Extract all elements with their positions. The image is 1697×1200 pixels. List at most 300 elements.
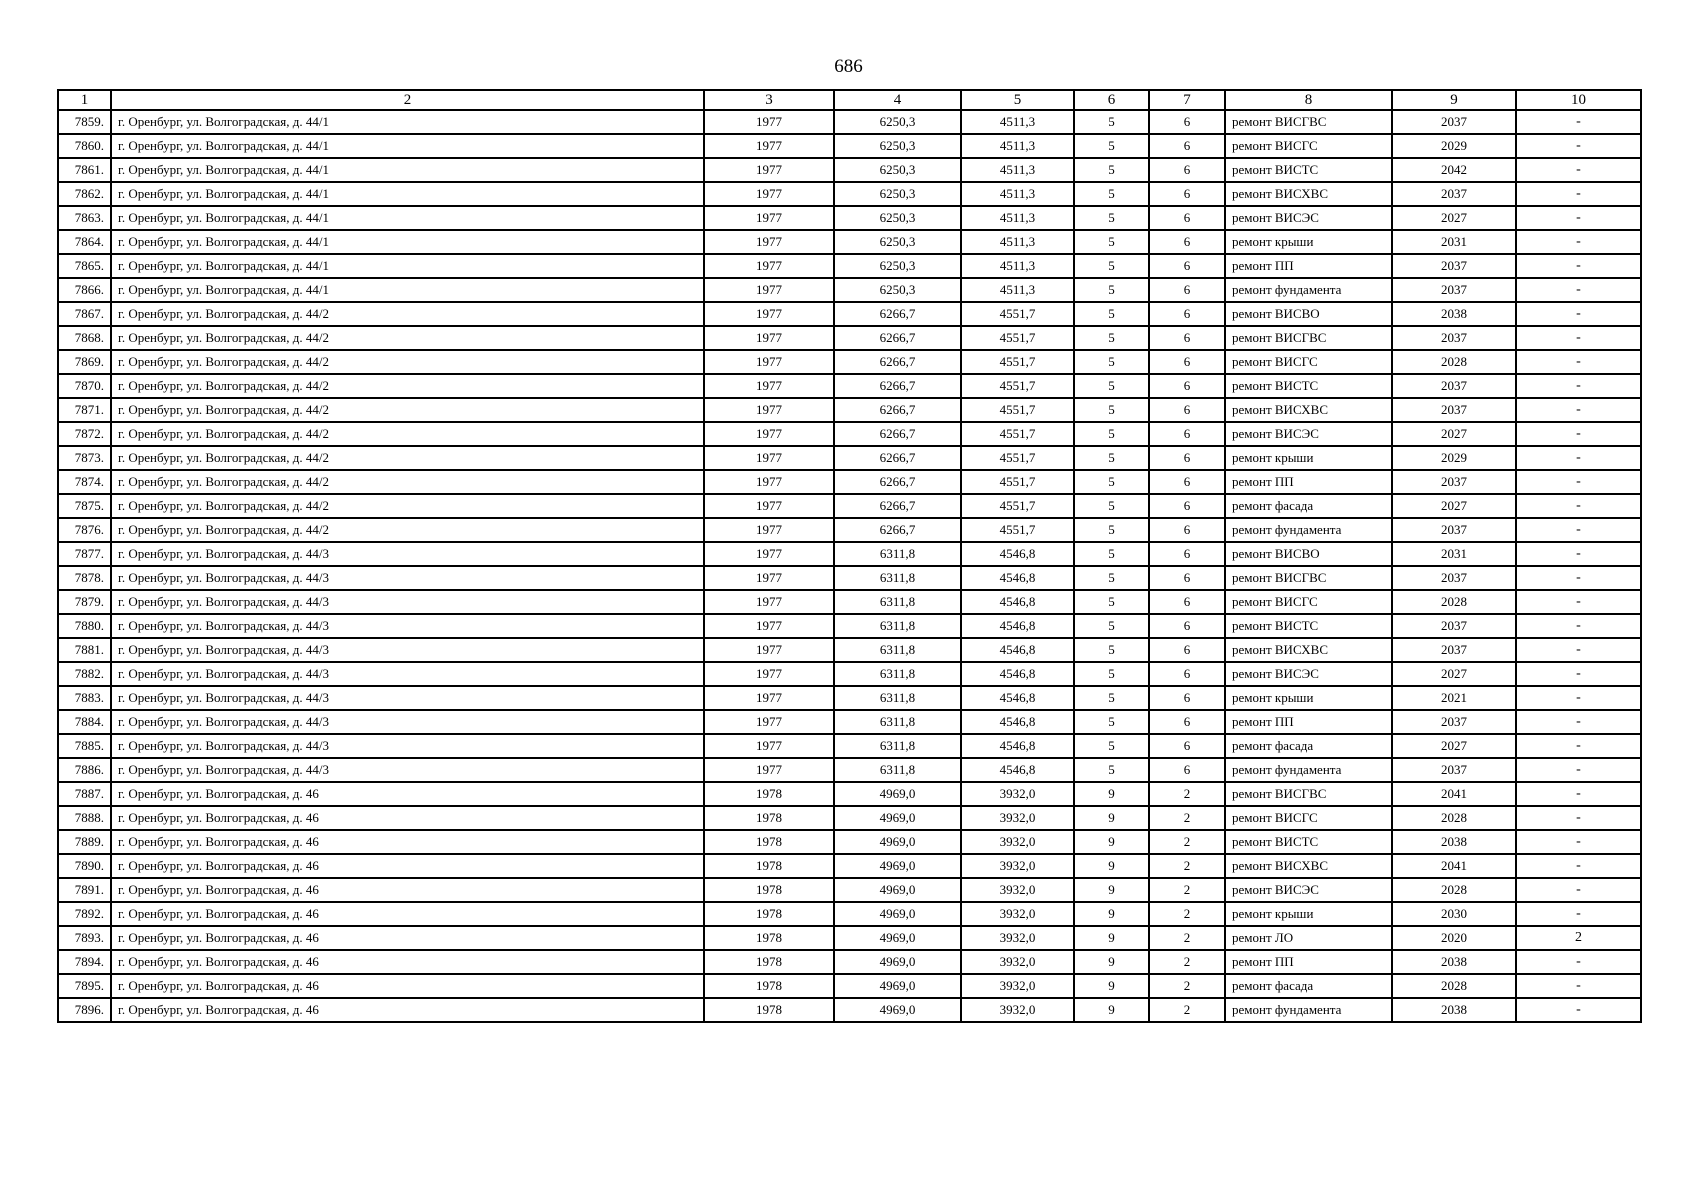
cell-entrances: 6 [1149, 590, 1225, 614]
cell-entrances: 6 [1149, 350, 1225, 374]
cell-total-area: 6250,3 [834, 158, 961, 182]
cell-address: г. Оренбург, ул. Волгоградская, д. 44/2 [111, 518, 704, 542]
cell-note: - [1516, 350, 1641, 374]
cell-year-built: 1977 [704, 446, 834, 470]
cell-year-built: 1978 [704, 806, 834, 830]
cell-living-area: 4551,7 [961, 422, 1074, 446]
cell-note: - [1516, 302, 1641, 326]
cell-entrances: 6 [1149, 686, 1225, 710]
cell-total-area: 6266,7 [834, 470, 961, 494]
cell-living-area: 3932,0 [961, 902, 1074, 926]
cell-year-built: 1977 [704, 350, 834, 374]
table-row [58, 662, 1641, 686]
cell-living-area: 3932,0 [961, 998, 1074, 1022]
cell-address: г. Оренбург, ул. Волгоградская, д. 44/1 [111, 230, 704, 254]
table-row [58, 350, 1641, 374]
cell-address: г. Оренбург, ул. Волгоградская, д. 46 [111, 830, 704, 854]
cell-floors: 5 [1074, 518, 1149, 542]
cell-row-number: 7893. [58, 926, 111, 950]
table-row [58, 614, 1641, 638]
cell-note: - [1516, 686, 1641, 710]
cell-row-number: 7875. [58, 494, 111, 518]
cell-address: г. Оренбург, ул. Волгоградская, д. 44/3 [111, 638, 704, 662]
cell-address: г. Оренбург, ул. Волгоградская, д. 44/1 [111, 158, 704, 182]
cell-living-area: 4511,3 [961, 230, 1074, 254]
cell-address: г. Оренбург, ул. Волгоградская, д. 46 [111, 854, 704, 878]
cell-living-area: 4546,8 [961, 638, 1074, 662]
cell-entrances: 6 [1149, 422, 1225, 446]
cell-planned-year: 2041 [1392, 854, 1516, 878]
cell-living-area: 4551,7 [961, 494, 1074, 518]
cell-row-number: 7862. [58, 182, 111, 206]
cell-address: г. Оренбург, ул. Волгоградская, д. 46 [111, 998, 704, 1022]
cell-living-area: 4511,3 [961, 182, 1074, 206]
column-header-3: 3 [704, 90, 834, 110]
table-row [58, 278, 1641, 302]
cell-work-type: ремонт фундамента [1225, 758, 1392, 782]
cell-address: г. Оренбург, ул. Волгоградская, д. 44/3 [111, 710, 704, 734]
cell-note: - [1516, 830, 1641, 854]
table-row [58, 998, 1641, 1022]
cell-address: г. Оренбург, ул. Волгоградская, д. 44/2 [111, 350, 704, 374]
cell-planned-year: 2038 [1392, 302, 1516, 326]
cell-living-area: 3932,0 [961, 806, 1074, 830]
cell-work-type: ремонт ВИСТС [1225, 830, 1392, 854]
cell-work-type: ремонт ВИСЭС [1225, 422, 1392, 446]
cell-work-type: ремонт ПП [1225, 950, 1392, 974]
cell-row-number: 7871. [58, 398, 111, 422]
cell-work-type: ремонт ВИСГС [1225, 590, 1392, 614]
table-row [58, 566, 1641, 590]
cell-planned-year: 2028 [1392, 974, 1516, 998]
cell-work-type: ремонт ВИСТС [1225, 374, 1392, 398]
cell-floors: 5 [1074, 758, 1149, 782]
cell-year-built: 1977 [704, 566, 834, 590]
cell-planned-year: 2037 [1392, 326, 1516, 350]
table-row [58, 446, 1641, 470]
cell-floors: 5 [1074, 302, 1149, 326]
cell-living-area: 4546,8 [961, 662, 1074, 686]
cell-work-type: ремонт ВИСХВС [1225, 854, 1392, 878]
cell-planned-year: 2037 [1392, 398, 1516, 422]
cell-total-area: 6250,3 [834, 134, 961, 158]
cell-year-built: 1977 [704, 638, 834, 662]
cell-floors: 5 [1074, 614, 1149, 638]
cell-floors: 5 [1074, 662, 1149, 686]
cell-row-number: 7892. [58, 902, 111, 926]
cell-row-number: 7890. [58, 854, 111, 878]
cell-work-type: ремонт ВИСХВС [1225, 182, 1392, 206]
cell-total-area: 6250,3 [834, 206, 961, 230]
cell-entrances: 6 [1149, 254, 1225, 278]
cell-year-built: 1978 [704, 950, 834, 974]
cell-living-area: 4546,8 [961, 566, 1074, 590]
cell-entrances: 6 [1149, 638, 1225, 662]
cell-entrances: 6 [1149, 518, 1225, 542]
cell-total-area: 4969,0 [834, 830, 961, 854]
table-row [58, 710, 1641, 734]
cell-work-type: ремонт ВИСГС [1225, 806, 1392, 830]
cell-floors: 9 [1074, 782, 1149, 806]
table-row [58, 782, 1641, 806]
cell-entrances: 6 [1149, 734, 1225, 758]
cell-floors: 5 [1074, 494, 1149, 518]
cell-row-number: 7873. [58, 446, 111, 470]
cell-row-number: 7881. [58, 638, 111, 662]
cell-planned-year: 2027 [1392, 734, 1516, 758]
cell-address: г. Оренбург, ул. Волгоградская, д. 46 [111, 806, 704, 830]
table-row [58, 326, 1641, 350]
cell-planned-year: 2037 [1392, 110, 1516, 134]
cell-planned-year: 2042 [1392, 158, 1516, 182]
cell-year-built: 1977 [704, 494, 834, 518]
column-header-2: 2 [111, 90, 704, 110]
table-row [58, 806, 1641, 830]
cell-living-area: 3932,0 [961, 830, 1074, 854]
cell-year-built: 1977 [704, 758, 834, 782]
cell-row-number: 7866. [58, 278, 111, 302]
cell-address: г. Оренбург, ул. Волгоградская, д. 46 [111, 926, 704, 950]
cell-work-type: ремонт фасада [1225, 974, 1392, 998]
cell-planned-year: 2037 [1392, 758, 1516, 782]
cell-year-built: 1978 [704, 854, 834, 878]
cell-row-number: 7896. [58, 998, 111, 1022]
cell-planned-year: 2038 [1392, 998, 1516, 1022]
table-row [58, 134, 1641, 158]
cell-year-built: 1977 [704, 470, 834, 494]
cell-total-area: 6266,7 [834, 398, 961, 422]
cell-year-built: 1977 [704, 254, 834, 278]
cell-note: - [1516, 398, 1641, 422]
cell-work-type: ремонт фундамента [1225, 518, 1392, 542]
cell-planned-year: 2027 [1392, 206, 1516, 230]
cell-address: г. Оренбург, ул. Волгоградская, д. 44/2 [111, 398, 704, 422]
table-row [58, 158, 1641, 182]
cell-total-area: 6266,7 [834, 350, 961, 374]
table-row [58, 422, 1641, 446]
cell-year-built: 1978 [704, 782, 834, 806]
cell-floors: 9 [1074, 878, 1149, 902]
cell-total-area: 6311,8 [834, 710, 961, 734]
cell-floors: 9 [1074, 902, 1149, 926]
cell-planned-year: 2027 [1392, 494, 1516, 518]
table-row [58, 398, 1641, 422]
cell-floors: 5 [1074, 134, 1149, 158]
cell-floors: 5 [1074, 734, 1149, 758]
cell-note: - [1516, 638, 1641, 662]
cell-total-area: 4969,0 [834, 782, 961, 806]
cell-total-area: 6311,8 [834, 638, 961, 662]
cell-note: - [1516, 974, 1641, 998]
cell-address: г. Оренбург, ул. Волгоградская, д. 44/1 [111, 278, 704, 302]
cell-planned-year: 2031 [1392, 542, 1516, 566]
cell-row-number: 7880. [58, 614, 111, 638]
cell-work-type: ремонт ВИСХВС [1225, 398, 1392, 422]
cell-total-area: 6250,3 [834, 110, 961, 134]
cell-address: г. Оренбург, ул. Волгоградская, д. 44/1 [111, 134, 704, 158]
cell-planned-year: 2028 [1392, 590, 1516, 614]
cell-total-area: 4969,0 [834, 926, 961, 950]
cell-planned-year: 2037 [1392, 182, 1516, 206]
cell-note: - [1516, 230, 1641, 254]
cell-year-built: 1977 [704, 614, 834, 638]
cell-address: г. Оренбург, ул. Волгоградская, д. 44/3 [111, 662, 704, 686]
cell-row-number: 7860. [58, 134, 111, 158]
cell-year-built: 1977 [704, 134, 834, 158]
cell-row-number: 7878. [58, 566, 111, 590]
cell-year-built: 1977 [704, 734, 834, 758]
table-row [58, 518, 1641, 542]
cell-note: - [1516, 614, 1641, 638]
cell-note: - [1516, 110, 1641, 134]
cell-work-type: ремонт крыши [1225, 446, 1392, 470]
cell-note: - [1516, 374, 1641, 398]
cell-planned-year: 2038 [1392, 950, 1516, 974]
cell-row-number: 7861. [58, 158, 111, 182]
table-row [58, 110, 1641, 134]
header-row [58, 90, 1641, 110]
cell-total-area: 4969,0 [834, 902, 961, 926]
table-row [58, 686, 1641, 710]
cell-row-number: 7887. [58, 782, 111, 806]
cell-note: - [1516, 758, 1641, 782]
cell-total-area: 4969,0 [834, 806, 961, 830]
cell-planned-year: 2021 [1392, 686, 1516, 710]
cell-work-type: ремонт ВИСВО [1225, 302, 1392, 326]
table-row [58, 254, 1641, 278]
cell-entrances: 6 [1149, 566, 1225, 590]
cell-floors: 5 [1074, 686, 1149, 710]
cell-total-area: 4969,0 [834, 950, 961, 974]
cell-year-built: 1978 [704, 878, 834, 902]
cell-total-area: 6266,7 [834, 374, 961, 398]
table-header [58, 90, 1641, 110]
cell-address: г. Оренбург, ул. Волгоградская, д. 44/2 [111, 326, 704, 350]
cell-row-number: 7884. [58, 710, 111, 734]
cell-work-type: ремонт ВИСГВС [1225, 110, 1392, 134]
cell-work-type: ремонт ВИСЭС [1225, 878, 1392, 902]
cell-total-area: 6266,7 [834, 422, 961, 446]
cell-work-type: ремонт ВИСТС [1225, 158, 1392, 182]
cell-floors: 5 [1074, 542, 1149, 566]
cell-work-type: ремонт крыши [1225, 902, 1392, 926]
cell-work-type: ремонт крыши [1225, 686, 1392, 710]
cell-entrances: 6 [1149, 302, 1225, 326]
cell-work-type: ремонт ВИСВО [1225, 542, 1392, 566]
cell-year-built: 1977 [704, 590, 834, 614]
cell-entrances: 6 [1149, 206, 1225, 230]
cell-year-built: 1977 [704, 278, 834, 302]
cell-living-area: 4551,7 [961, 326, 1074, 350]
cell-total-area: 6266,7 [834, 494, 961, 518]
cell-living-area: 3932,0 [961, 950, 1074, 974]
cell-living-area: 3932,0 [961, 878, 1074, 902]
cell-year-built: 1977 [704, 518, 834, 542]
cell-entrances: 6 [1149, 110, 1225, 134]
table-row [58, 758, 1641, 782]
column-header-9: 9 [1392, 90, 1516, 110]
cell-note: - [1516, 950, 1641, 974]
cell-floors: 5 [1074, 110, 1149, 134]
cell-planned-year: 2041 [1392, 782, 1516, 806]
cell-entrances: 2 [1149, 926, 1225, 950]
cell-note: - [1516, 854, 1641, 878]
cell-address: г. Оренбург, ул. Волгоградская, д. 44/3 [111, 758, 704, 782]
cell-planned-year: 2031 [1392, 230, 1516, 254]
cell-address: г. Оренбург, ул. Волгоградская, д. 44/2 [111, 446, 704, 470]
cell-year-built: 1978 [704, 926, 834, 950]
cell-note: - [1516, 446, 1641, 470]
cell-entrances: 2 [1149, 998, 1225, 1022]
cell-address: г. Оренбург, ул. Волгоградская, д. 46 [111, 902, 704, 926]
cell-floors: 9 [1074, 854, 1149, 878]
cell-address: г. Оренбург, ул. Волгоградская, д. 46 [111, 878, 704, 902]
cell-year-built: 1977 [704, 182, 834, 206]
cell-entrances: 6 [1149, 278, 1225, 302]
cell-work-type: ремонт крыши [1225, 230, 1392, 254]
cell-row-number: 7891. [58, 878, 111, 902]
cell-entrances: 6 [1149, 662, 1225, 686]
table-row [58, 902, 1641, 926]
cell-living-area: 3932,0 [961, 974, 1074, 998]
cell-note: - [1516, 206, 1641, 230]
cell-entrances: 6 [1149, 158, 1225, 182]
cell-address: г. Оренбург, ул. Волгоградская, д. 46 [111, 782, 704, 806]
cell-floors: 5 [1074, 254, 1149, 278]
cell-entrances: 2 [1149, 974, 1225, 998]
cell-entrances: 6 [1149, 614, 1225, 638]
cell-total-area: 6311,8 [834, 734, 961, 758]
cell-note: - [1516, 806, 1641, 830]
cell-note: - [1516, 254, 1641, 278]
cell-address: г. Оренбург, ул. Волгоградская, д. 44/1 [111, 182, 704, 206]
cell-entrances: 2 [1149, 806, 1225, 830]
cell-address: г. Оренбург, ул. Волгоградская, д. 44/2 [111, 374, 704, 398]
cell-living-area: 4546,8 [961, 758, 1074, 782]
cell-address: г. Оренбург, ул. Волгоградская, д. 44/3 [111, 542, 704, 566]
cell-floors: 9 [1074, 806, 1149, 830]
cell-floors: 9 [1074, 830, 1149, 854]
cell-planned-year: 2037 [1392, 470, 1516, 494]
cell-year-built: 1977 [704, 302, 834, 326]
registry-table [57, 89, 1642, 1023]
cell-living-area: 4546,8 [961, 542, 1074, 566]
cell-total-area: 6266,7 [834, 446, 961, 470]
cell-address: г. Оренбург, ул. Волгоградская, д. 44/2 [111, 470, 704, 494]
cell-year-built: 1977 [704, 158, 834, 182]
cell-year-built: 1977 [704, 662, 834, 686]
cell-work-type: ремонт ЛО [1225, 926, 1392, 950]
table-row [58, 542, 1641, 566]
cell-work-type: ремонт ВИСГВС [1225, 782, 1392, 806]
cell-note: - [1516, 662, 1641, 686]
cell-work-type: ремонт ВИСГВС [1225, 566, 1392, 590]
cell-total-area: 6250,3 [834, 278, 961, 302]
cell-planned-year: 2037 [1392, 710, 1516, 734]
cell-planned-year: 2028 [1392, 878, 1516, 902]
cell-address: г. Оренбург, ул. Волгоградская, д. 44/3 [111, 734, 704, 758]
cell-year-built: 1977 [704, 542, 834, 566]
cell-row-number: 7870. [58, 374, 111, 398]
cell-total-area: 6250,3 [834, 230, 961, 254]
cell-planned-year: 2037 [1392, 614, 1516, 638]
cell-year-built: 1977 [704, 230, 834, 254]
cell-row-number: 7885. [58, 734, 111, 758]
cell-address: г. Оренбург, ул. Волгоградская, д. 44/2 [111, 494, 704, 518]
cell-entrances: 6 [1149, 134, 1225, 158]
table-row [58, 182, 1641, 206]
table-row [58, 494, 1641, 518]
cell-note: - [1516, 134, 1641, 158]
cell-total-area: 6311,8 [834, 590, 961, 614]
table-row [58, 950, 1641, 974]
cell-row-number: 7863. [58, 206, 111, 230]
cell-address: г. Оренбург, ул. Волгоградская, д. 44/1 [111, 206, 704, 230]
cell-living-area: 4551,7 [961, 470, 1074, 494]
cell-row-number: 7895. [58, 974, 111, 998]
cell-note: - [1516, 998, 1641, 1022]
cell-planned-year: 2037 [1392, 374, 1516, 398]
cell-note: - [1516, 518, 1641, 542]
cell-total-area: 6266,7 [834, 302, 961, 326]
cell-planned-year: 2028 [1392, 806, 1516, 830]
cell-work-type: ремонт фасада [1225, 494, 1392, 518]
cell-entrances: 6 [1149, 326, 1225, 350]
cell-floors: 9 [1074, 950, 1149, 974]
cell-planned-year: 2030 [1392, 902, 1516, 926]
table-row [58, 206, 1641, 230]
cell-planned-year: 2038 [1392, 830, 1516, 854]
table-row [58, 638, 1641, 662]
cell-address: г. Оренбург, ул. Волгоградская, д. 46 [111, 950, 704, 974]
cell-note: - [1516, 422, 1641, 446]
cell-total-area: 6266,7 [834, 326, 961, 350]
cell-address: г. Оренбург, ул. Волгоградская, д. 44/1 [111, 110, 704, 134]
cell-floors: 5 [1074, 590, 1149, 614]
cell-total-area: 6311,8 [834, 566, 961, 590]
cell-note: - [1516, 590, 1641, 614]
cell-year-built: 1977 [704, 374, 834, 398]
cell-address: г. Оренбург, ул. Волгоградская, д. 44/3 [111, 686, 704, 710]
cell-floors: 9 [1074, 998, 1149, 1022]
cell-year-built: 1977 [704, 422, 834, 446]
cell-entrances: 2 [1149, 878, 1225, 902]
cell-planned-year: 2037 [1392, 638, 1516, 662]
cell-note: - [1516, 542, 1641, 566]
cell-note: - [1516, 782, 1641, 806]
table-row [58, 230, 1641, 254]
cell-total-area: 6311,8 [834, 542, 961, 566]
cell-planned-year: 2037 [1392, 254, 1516, 278]
cell-year-built: 1977 [704, 398, 834, 422]
cell-year-built: 1978 [704, 974, 834, 998]
cell-planned-year: 2037 [1392, 278, 1516, 302]
cell-note: - [1516, 182, 1641, 206]
page-number: 686 [834, 56, 863, 77]
cell-note: - [1516, 278, 1641, 302]
cell-work-type: ремонт ВИСГВС [1225, 326, 1392, 350]
cell-entrances: 6 [1149, 446, 1225, 470]
table-row [58, 854, 1641, 878]
column-header-5: 5 [961, 90, 1074, 110]
cell-living-area: 3932,0 [961, 782, 1074, 806]
cell-total-area: 4969,0 [834, 974, 961, 998]
column-header-6: 6 [1074, 90, 1149, 110]
cell-total-area: 4969,0 [834, 998, 961, 1022]
cell-row-number: 7872. [58, 422, 111, 446]
cell-row-number: 7868. [58, 326, 111, 350]
table-row [58, 374, 1641, 398]
